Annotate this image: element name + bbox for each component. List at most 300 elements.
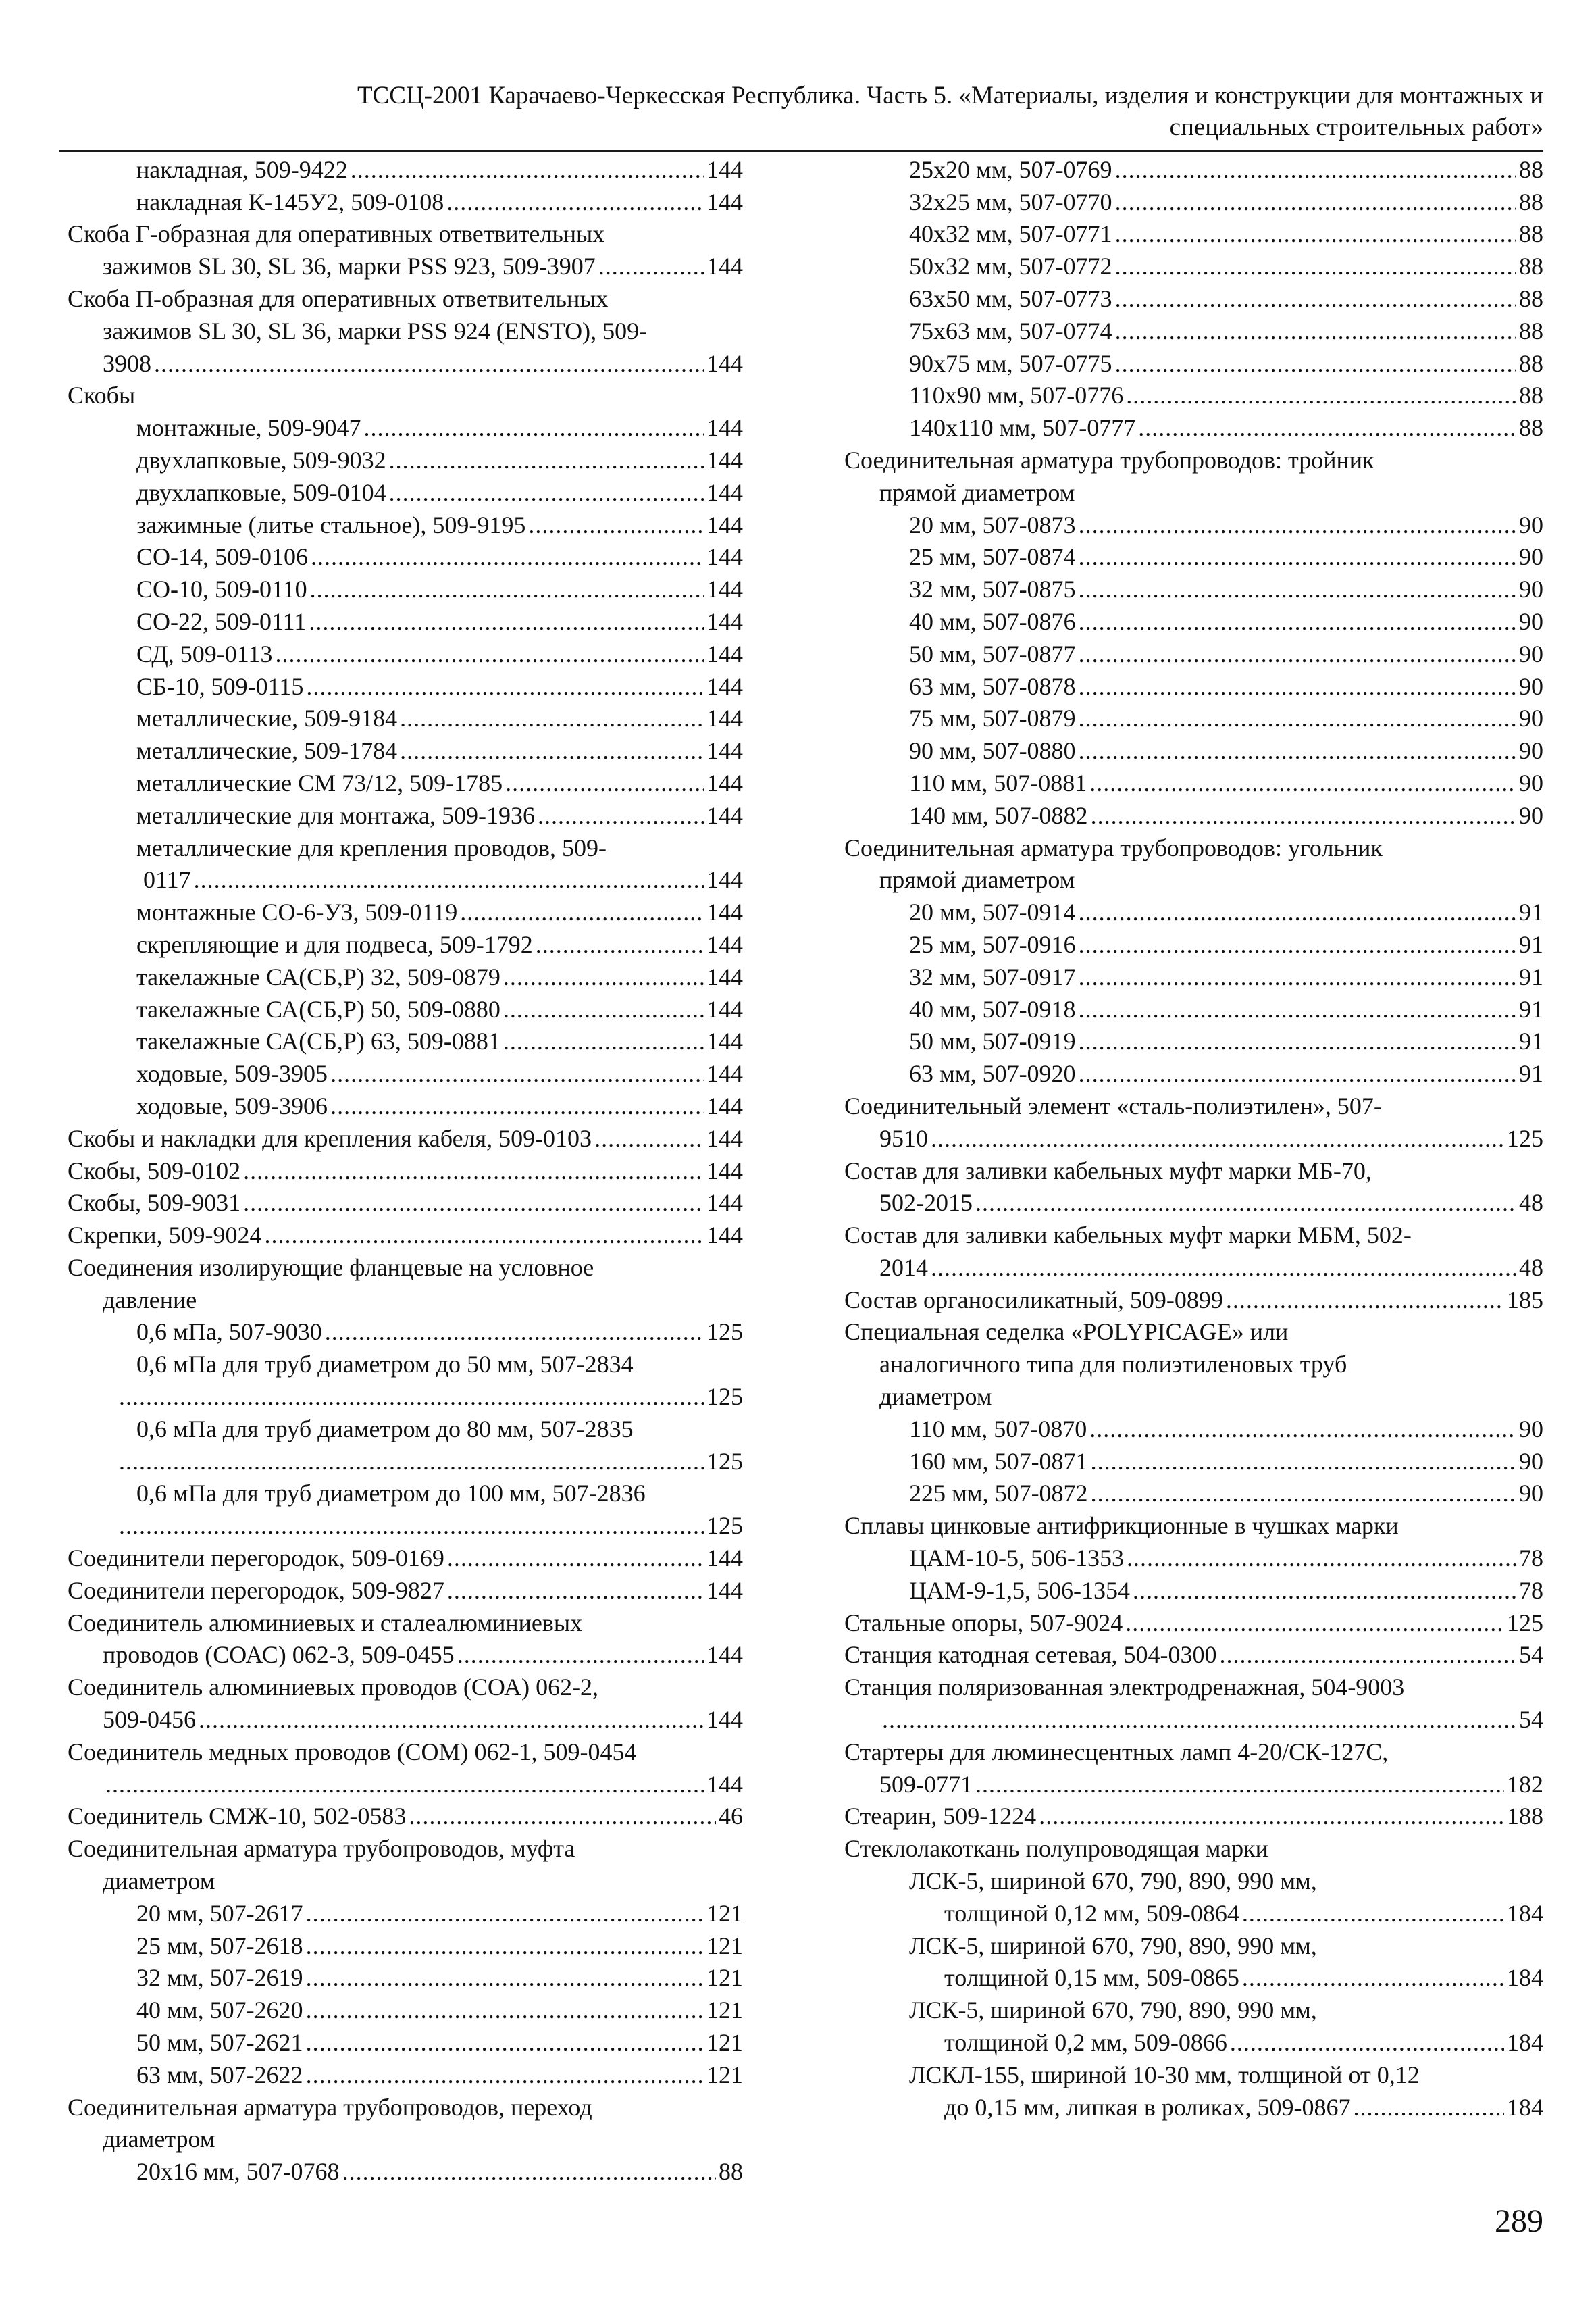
entry-page-number: 88: [1519, 188, 1543, 216]
entry-page-number: 144: [706, 543, 743, 571]
entry-text: металлические, 509-9184: [136, 705, 398, 732]
dot-leader: [1079, 735, 1516, 766]
entry-text: СО-10, 509-0110: [136, 576, 307, 603]
entry-page-number: 91: [1519, 1060, 1543, 1088]
dot-leader: [447, 1575, 704, 1606]
entry-text: 25х20 мм, 507-0769: [909, 155, 1112, 183]
index-entry: [844, 1767, 1543, 1800]
dot-leader: [119, 1446, 704, 1477]
index-entry: [68, 1606, 743, 1638]
entry-text: монтажные, 509-9047: [136, 414, 361, 442]
index-entry: [844, 1574, 1543, 1606]
index-entry: [68, 1477, 743, 1509]
dot-leader: [446, 186, 704, 218]
index-entry: [68, 1154, 743, 1186]
dot-leader: [1220, 1639, 1516, 1670]
entry-text: Соединители перегородок, 509-0169: [68, 1544, 444, 1572]
entry-text: металлические для крепления проводов, 509-: [136, 834, 607, 861]
index-entry: [844, 1638, 1543, 1671]
entry-page-number: 144: [706, 1092, 743, 1120]
entry-text: Состав органосиликатный, 509-0899: [844, 1286, 1223, 1313]
entry-text: ходовые, 509-3906: [136, 1092, 328, 1120]
index-entry: [844, 379, 1543, 411]
entry-text: 0117: [143, 866, 191, 894]
entry-page-number: 125: [706, 1383, 743, 1411]
index-entry: [68, 1993, 743, 2026]
entry-text: 75 мм, 507-0879: [909, 705, 1076, 732]
entry-text: Состав для заливки кабельных муфт марки МБМ, 502-: [844, 1222, 1412, 1249]
entry-text: такелажные СА(СБ,Р) 50, 509-0880: [136, 995, 500, 1023]
entry-page-number: 91: [1519, 930, 1543, 958]
dot-leader: [265, 1219, 704, 1251]
dot-leader: [1079, 929, 1516, 960]
index-entry: [68, 1057, 743, 1089]
index-entry: [844, 1735, 1543, 1767]
dot-leader: [598, 251, 704, 282]
dot-leader: [594, 1123, 704, 1154]
index-entry: [68, 379, 743, 411]
dot-leader: [1079, 961, 1516, 992]
dot-leader: [1133, 1575, 1516, 1606]
index-entry: [68, 1767, 743, 1800]
index-entry: [68, 1347, 743, 1380]
entry-page-number: 90: [1519, 576, 1543, 603]
entry-page-number: 90: [1519, 1480, 1543, 1507]
dot-leader: [275, 638, 704, 670]
dot-leader: [503, 961, 704, 992]
entry-page-number: 144: [706, 349, 743, 377]
entry-text: 0,6 мПа для труб диаметром до 100 мм, 507-2836: [136, 1480, 646, 1507]
index-entry: [844, 2026, 1543, 2058]
entry-page-number: 91: [1519, 1028, 1543, 1055]
entry-page-number: 144: [706, 188, 743, 216]
dot-leader: [1230, 2027, 1504, 2058]
dot-leader: [1226, 1284, 1504, 1315]
entry-text: металлические для монтажа, 509-1936: [136, 801, 535, 829]
index-entry: [844, 637, 1543, 670]
dot-leader: [306, 671, 704, 702]
index-entry: [68, 1251, 743, 1283]
index-entry: [844, 1283, 1543, 1315]
index-entry: [68, 1025, 743, 1057]
header-rule: [59, 150, 1543, 152]
dot-leader: [342, 2156, 716, 2187]
entry-text: Соединительная арматура трубопроводов, переход: [68, 2093, 592, 2121]
entry-text: Скоба П-образная для оперативных ответвительных: [68, 284, 609, 312]
index-entry: [68, 1670, 743, 1703]
dot-leader: [460, 897, 704, 928]
index-entry: [844, 1961, 1543, 1994]
dot-leader: [1079, 606, 1516, 637]
entry-text: 140 мм, 507-0882: [909, 801, 1088, 829]
entry-text: Скобы, 509-0102: [68, 1157, 241, 1184]
index-entry: [844, 702, 1543, 734]
entry-text: давление: [103, 1286, 197, 1313]
index-entry: [844, 960, 1543, 992]
index-entry: [68, 1574, 743, 1606]
entry-page-number: 144: [706, 930, 743, 958]
entry-text: СО-22, 509-0111: [136, 607, 307, 635]
entry-page-number: 78: [1519, 1576, 1543, 1604]
dot-leader: [538, 800, 704, 831]
index-entry: [68, 443, 743, 476]
entry-text: диаметром: [103, 1867, 215, 1895]
entry-page-number: 182: [1507, 1770, 1543, 1798]
index-entry: [68, 1315, 743, 1348]
dot-leader: [1079, 541, 1516, 572]
index-entry: [844, 1218, 1543, 1251]
dot-leader: [306, 1898, 704, 1929]
dot-leader: [194, 864, 704, 895]
index-entry: [844, 1993, 1543, 2026]
entry-text: 3908: [103, 349, 151, 377]
entry-text: 140х110 мм, 507-0777: [909, 414, 1136, 442]
dot-leader: [931, 1252, 1516, 1283]
index-entry: [68, 1089, 743, 1122]
index-entry: [68, 1896, 743, 1929]
entry-page-number: 125: [1507, 1609, 1543, 1636]
entry-text: Скоба Г-образная для оперативных ответвительных: [68, 220, 605, 248]
entry-text: 63 мм, 507-0920: [909, 1060, 1076, 1088]
index-entry: [68, 153, 743, 185]
entry-text: 40 мм, 507-0876: [909, 607, 1076, 635]
entry-text: 32х25 мм, 507-0770: [909, 188, 1112, 216]
entry-page-number: 91: [1519, 899, 1543, 926]
entry-text: проводов (СОАС) 062-3, 509-0455: [103, 1641, 455, 1669]
dot-leader: [1089, 768, 1516, 799]
entry-text: металлические, 509-1784: [136, 737, 398, 765]
entry-text: 50 мм, 507-2621: [136, 2029, 303, 2057]
entry-text: аналогичного типа для полиэтиленовых труб: [879, 1351, 1347, 1378]
index-entry: [68, 670, 743, 702]
dot-leader: [310, 574, 704, 605]
index-entry: [844, 1477, 1543, 1509]
entry-text: Соединительная арматура трубопроводов: угольник: [844, 834, 1383, 861]
entry-text: ходовые, 509-3905: [136, 1060, 328, 1088]
entry-text: Соединитель алюминиевых проводов (СОА) 062-2,: [68, 1674, 599, 1701]
entry-page-number: 144: [706, 1028, 743, 1055]
entry-page-number: 144: [706, 995, 743, 1023]
entry-text: Сплавы цинковые антифрикционные в чушках марки: [844, 1512, 1399, 1540]
entry-page-number: 90: [1519, 672, 1543, 700]
entry-text: такелажные СА(СБ,Р) 63, 509-0881: [136, 1028, 500, 1055]
index-entry: [844, 1606, 1543, 1638]
dot-leader: [306, 2059, 704, 2090]
dot-leader: [119, 1381, 704, 1412]
entry-text: толщиной 0,15 мм, 509-0865: [944, 1964, 1239, 1992]
dot-leader: [400, 703, 704, 734]
entry-text: Соединительная арматура трубопроводов, муфта: [68, 1835, 575, 1863]
entry-text: ЛСК-5, шириной 670, 790, 890, 990 мм,: [909, 1867, 1317, 1895]
index-entry: [68, 928, 743, 960]
entry-page-number: 144: [706, 1544, 743, 1572]
entry-text: диаметром: [103, 2126, 215, 2153]
index-entry: [68, 508, 743, 540]
index-entry: [68, 218, 743, 250]
entry-text: 20 мм, 507-2617: [136, 1899, 303, 1927]
entry-text: зажимные (литье стальное), 509-9195: [136, 511, 526, 538]
dot-leader: [243, 1187, 704, 1218]
entry-text: 110х90 мм, 507-0776: [909, 382, 1124, 409]
dot-leader: [536, 929, 704, 960]
entry-text: Соединения изолирующие фланцевые на условное: [68, 1253, 594, 1281]
entry-text: 40 мм, 507-2620: [136, 1996, 303, 2024]
entry-page-number: 125: [706, 1512, 743, 1540]
dot-leader: [389, 477, 704, 508]
entry-page-number: 90: [1519, 640, 1543, 668]
entry-text: ЦАМ-9-1,5, 506-1354: [909, 1576, 1130, 1604]
entry-text: металлические СМ 73/12, 509-1785: [136, 769, 503, 797]
index-entry: [68, 960, 743, 992]
index-entry: [68, 2123, 743, 2155]
index-entry: [68, 1961, 743, 1994]
entry-page-number: 121: [706, 1964, 743, 1992]
dot-leader: [1079, 897, 1516, 928]
index-entry: [844, 153, 1543, 185]
index-entry: [68, 2058, 743, 2090]
index-entry: [844, 1025, 1543, 1057]
dot-leader: [1079, 574, 1516, 605]
entry-page-number: 144: [706, 1576, 743, 1604]
index-entry: [844, 670, 1543, 702]
entry-page-number: 88: [1519, 414, 1543, 442]
index-entry: [844, 411, 1543, 443]
entry-page-number: 88: [1519, 155, 1543, 183]
entry-text: Стеклолакоткань полупроводящая марки: [844, 1835, 1268, 1863]
entry-page-number: 125: [1507, 1124, 1543, 1152]
dot-leader: [528, 509, 704, 540]
dot-leader: [1079, 638, 1516, 670]
dot-leader: [1079, 703, 1516, 734]
entry-page-number: 184: [1507, 2029, 1543, 2057]
index-entry: [68, 1283, 743, 1315]
entry-page-number: 144: [706, 1770, 743, 1798]
dot-leader: [306, 1962, 704, 1993]
dot-leader: [1115, 186, 1516, 218]
dot-leader: [1089, 1413, 1516, 1444]
entry-text: ЛСКЛ-155, шириной 10-30 мм, толщиной от 0,12: [909, 2061, 1420, 2088]
entry-page-number: 48: [1519, 1189, 1543, 1217]
page-header: [135, 80, 1543, 143]
entry-text: Стеарин, 509-1224: [844, 1803, 1037, 1830]
entry-text: Скобы: [68, 382, 136, 409]
entry-page-number: 144: [706, 866, 743, 894]
entry-page-number: 46: [719, 1803, 743, 1830]
index-entry: [68, 347, 743, 379]
index-entry: [68, 992, 743, 1025]
entry-page-number: 88: [1519, 284, 1543, 312]
entry-text: толщиной 0,12 мм, 509-0864: [944, 1899, 1239, 1927]
dot-leader: [306, 1930, 704, 1961]
index-entry: [844, 282, 1543, 314]
entry-text: Соединитель медных проводов (СОМ) 062-1, 509-0454: [68, 1738, 637, 1765]
dot-leader: [1115, 218, 1516, 249]
dot-leader: [1091, 1478, 1516, 1509]
index-entry: [844, 540, 1543, 573]
entry-page-number: 121: [706, 2061, 743, 2088]
index-entry: [844, 1896, 1543, 1929]
entry-text: накладная К-145У2, 509-0108: [136, 188, 444, 216]
entry-text: 0,6 мПа для труб диаметром до 80 мм, 507-2835: [136, 1415, 634, 1442]
index-entry: [68, 799, 743, 831]
entry-page-number: 78: [1519, 1544, 1543, 1572]
index-entry: [844, 992, 1543, 1025]
index-entry: [68, 476, 743, 508]
dot-leader: [1079, 994, 1516, 1025]
index-entry: [844, 1541, 1543, 1574]
index-entry: [844, 2090, 1543, 2123]
index-entry: [844, 1057, 1543, 1089]
entry-page-number: 144: [706, 1706, 743, 1734]
dot-leader: [1091, 800, 1516, 831]
dot-leader: [1039, 1801, 1504, 1832]
index-entry: [844, 1154, 1543, 1186]
entry-page-number: 88: [1519, 220, 1543, 248]
dot-leader: [1127, 1542, 1516, 1574]
entry-page-number: 144: [706, 1124, 743, 1152]
dot-leader: [975, 1769, 1504, 1800]
entry-text: прямой диаметром: [879, 478, 1075, 506]
entry-page-number: 144: [706, 705, 743, 732]
dot-leader: [330, 1090, 704, 1122]
entry-text: Соединительный элемент «сталь-полиэтилен», 507-: [844, 1092, 1382, 1120]
entry-page-number: 121: [706, 2029, 743, 2057]
entry-page-number: 144: [706, 1060, 743, 1088]
entry-text: Соединители перегородок, 509-9827: [68, 1576, 444, 1604]
entry-text: 63 мм, 507-2622: [136, 2061, 303, 2088]
dot-leader: [457, 1639, 704, 1670]
entry-page-number: 90: [1519, 801, 1543, 829]
index-entry: [844, 1703, 1543, 1735]
dot-leader: [447, 1542, 704, 1574]
index-entry: [844, 218, 1543, 250]
dot-leader: [1125, 1607, 1504, 1638]
entry-page-number: 144: [706, 478, 743, 506]
dot-leader: [409, 1801, 716, 1832]
dot-leader: [1079, 671, 1516, 702]
entry-page-number: 144: [706, 253, 743, 280]
entry-page-number: 184: [1507, 2093, 1543, 2121]
index-entry: [844, 1251, 1543, 1283]
entry-text: двухлапковые, 509-9032: [136, 446, 386, 474]
dot-leader: [105, 1769, 704, 1800]
index-entry: [844, 249, 1543, 282]
entry-text: ЛСК-5, шириной 670, 790, 890, 990 мм,: [909, 1996, 1317, 2024]
entry-page-number: 144: [706, 737, 743, 765]
entry-page-number: 144: [706, 414, 743, 442]
entry-page-number: 184: [1507, 1899, 1543, 1927]
index-entry: [844, 766, 1543, 799]
entry-text: 40х32 мм, 507-0771: [909, 220, 1112, 248]
entry-text: 25 мм, 507-0916: [909, 930, 1076, 958]
entry-page-number: 54: [1519, 1641, 1543, 1669]
entry-page-number: 88: [1519, 382, 1543, 409]
entry-text: 20 мм, 507-0873: [909, 511, 1076, 538]
entry-text: 160 мм, 507-0871: [909, 1447, 1088, 1475]
dot-leader: [1354, 2092, 1504, 2123]
entry-text: 502-2015: [879, 1189, 973, 1217]
entry-text: 20х16 мм, 507-0768: [136, 2158, 340, 2186]
entry-text: 225 мм, 507-0872: [909, 1480, 1088, 1507]
index-entry: [844, 1444, 1543, 1477]
entry-text: 110 мм, 507-0881: [909, 769, 1087, 797]
entry-text: накладная, 509-9422: [136, 155, 348, 183]
dot-leader: [306, 2027, 704, 2058]
entry-text: 509-0456: [103, 1706, 196, 1734]
dot-leader: [309, 606, 704, 637]
entry-text: 25 мм, 507-2618: [136, 1932, 303, 1959]
entry-page-number: 144: [706, 899, 743, 926]
entry-page-number: 121: [706, 1932, 743, 1959]
index-entry: [68, 1380, 743, 1412]
dot-leader: [503, 1026, 704, 1057]
entry-text: зажимов SL 30, SL 36, марки PSS 923, 509-3907: [103, 253, 596, 280]
index-entry: [68, 734, 743, 766]
index-entry: [68, 1703, 743, 1735]
entry-text: 63х50 мм, 507-0773: [909, 284, 1112, 312]
entry-text: Скрепки, 509-9024: [68, 1222, 262, 1249]
dot-leader: [330, 1058, 704, 1089]
entry-text: Станция поляризованная электродренажная, 504-9003: [844, 1674, 1405, 1701]
index-entry: [68, 1864, 743, 1896]
dot-leader: [1115, 283, 1516, 314]
dot-leader: [325, 1316, 704, 1347]
entry-page-number: 90: [1519, 511, 1543, 538]
index-entry: [844, 347, 1543, 379]
index-entry: [68, 863, 743, 896]
entry-page-number: 144: [706, 801, 743, 829]
dot-leader: [505, 768, 704, 799]
entry-text: зажимов SL 30, SL 36, марки PSS 924 (ENSTO), 509-: [103, 317, 648, 345]
entry-text: 63 мм, 507-0878: [909, 672, 1076, 700]
entry-text: 75х63 мм, 507-0774: [909, 317, 1112, 345]
dot-leader: [1115, 154, 1516, 185]
index-entry: [68, 540, 743, 573]
entry-text: Соединитель СМЖ-10, 502-0583: [68, 1803, 407, 1830]
entry-page-number: 90: [1519, 705, 1543, 732]
entry-page-number: 90: [1519, 543, 1543, 571]
index-entry: [844, 2058, 1543, 2090]
entry-text: прямой диаметром: [879, 866, 1075, 894]
entry-text: монтажные СО-6-УЗ, 509-0119: [136, 899, 458, 926]
dot-leader: [1115, 316, 1516, 347]
entry-text: 50х32 мм, 507-0772: [909, 253, 1112, 280]
index-entry: [68, 1444, 743, 1477]
index-entry: [68, 2090, 743, 2123]
entry-text: Стальные опоры, 507-9024: [844, 1609, 1123, 1636]
entry-page-number: 54: [1519, 1706, 1543, 1734]
index-entry: [68, 2155, 743, 2187]
entry-text: 25 мм, 507-0874: [909, 543, 1076, 571]
page-number: 289: [1495, 2203, 1543, 2239]
entry-page-number: 144: [706, 576, 743, 603]
entry-text: СД, 509-0113: [136, 640, 273, 668]
entry-page-number: 144: [706, 607, 743, 635]
entry-text: 2014: [879, 1253, 928, 1281]
entry-page-number: 144: [706, 446, 743, 474]
dot-leader: [154, 348, 704, 379]
index-entry: [844, 314, 1543, 347]
index-entry: [844, 1122, 1543, 1154]
dot-leader: [1091, 1446, 1516, 1477]
dot-leader: [400, 735, 704, 766]
entry-page-number: 184: [1507, 1964, 1543, 1992]
dot-leader: [306, 1994, 704, 2026]
index-entry: [844, 799, 1543, 831]
entry-page-number: 91: [1519, 963, 1543, 990]
index-entry: [844, 443, 1543, 476]
dot-leader: [1126, 380, 1516, 411]
